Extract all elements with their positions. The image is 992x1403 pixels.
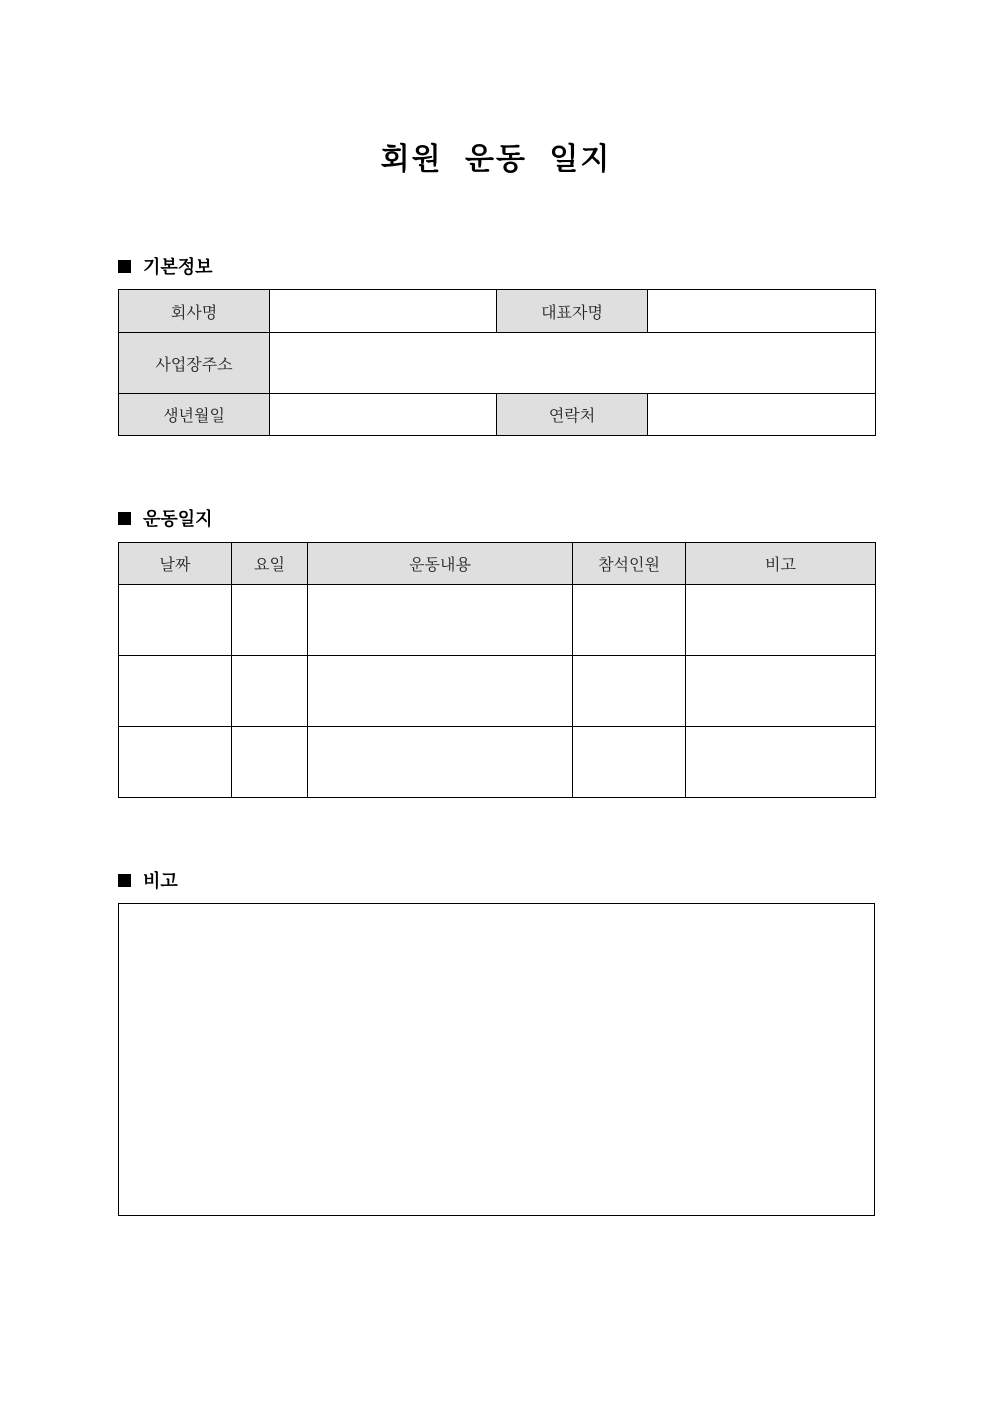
label-contact: 연락처 — [497, 394, 648, 436]
column-header-remarks: 비고 — [686, 543, 876, 585]
exercise-log-table — [118, 542, 876, 798]
date-cell[interactable] — [119, 585, 232, 656]
weekday-cell[interactable] — [232, 727, 308, 798]
remarks-box[interactable] — [118, 903, 875, 1216]
contact-field[interactable] — [648, 394, 876, 436]
page-title: 회원 운동 일지 — [380, 142, 612, 177]
weekday-cell[interactable] — [232, 656, 308, 727]
company-field[interactable] — [270, 290, 497, 333]
column-header-attendees: 참석인원 — [573, 543, 686, 585]
section-title: 비고 — [143, 871, 178, 892]
label-birthdate: 생년월일 — [119, 394, 270, 436]
section-title: 운동일지 — [143, 509, 213, 530]
exercise-content-cell[interactable] — [308, 585, 573, 656]
label-address: 사업장주소 — [119, 333, 270, 394]
remarks-cell[interactable] — [686, 656, 876, 727]
section-heading-exercise-log — [118, 505, 213, 531]
address-field[interactable] — [270, 333, 876, 394]
date-cell[interactable] — [119, 656, 232, 727]
date-cell[interactable] — [119, 727, 232, 798]
table-row — [119, 656, 876, 727]
birthdate-field[interactable] — [270, 394, 497, 436]
remarks-cell[interactable] — [686, 727, 876, 798]
representative-field[interactable] — [648, 290, 876, 333]
attendees-cell[interactable] — [573, 585, 686, 656]
remarks-cell[interactable] — [686, 585, 876, 656]
column-header-date: 날짜 — [119, 543, 232, 585]
section-heading-remarks — [118, 867, 178, 893]
exercise-content-cell[interactable] — [308, 656, 573, 727]
table-header-row — [119, 543, 876, 585]
weekday-cell[interactable] — [232, 585, 308, 656]
label-representative: 대표자명 — [497, 290, 648, 333]
basic-info-table — [118, 289, 876, 436]
table-row — [119, 727, 876, 798]
table-row — [119, 585, 876, 656]
column-header-exercise-content: 운동내용 — [308, 543, 573, 585]
square-bullet-icon — [118, 874, 131, 887]
section-heading-basic-info — [118, 253, 213, 279]
column-header-weekday: 요일 — [232, 543, 308, 585]
exercise-content-cell[interactable] — [308, 727, 573, 798]
square-bullet-icon — [118, 512, 131, 525]
attendees-cell[interactable] — [573, 656, 686, 727]
square-bullet-icon — [118, 260, 131, 273]
section-title: 기본정보 — [143, 257, 213, 278]
attendees-cell[interactable] — [573, 727, 686, 798]
label-company: 회사명 — [119, 290, 270, 333]
